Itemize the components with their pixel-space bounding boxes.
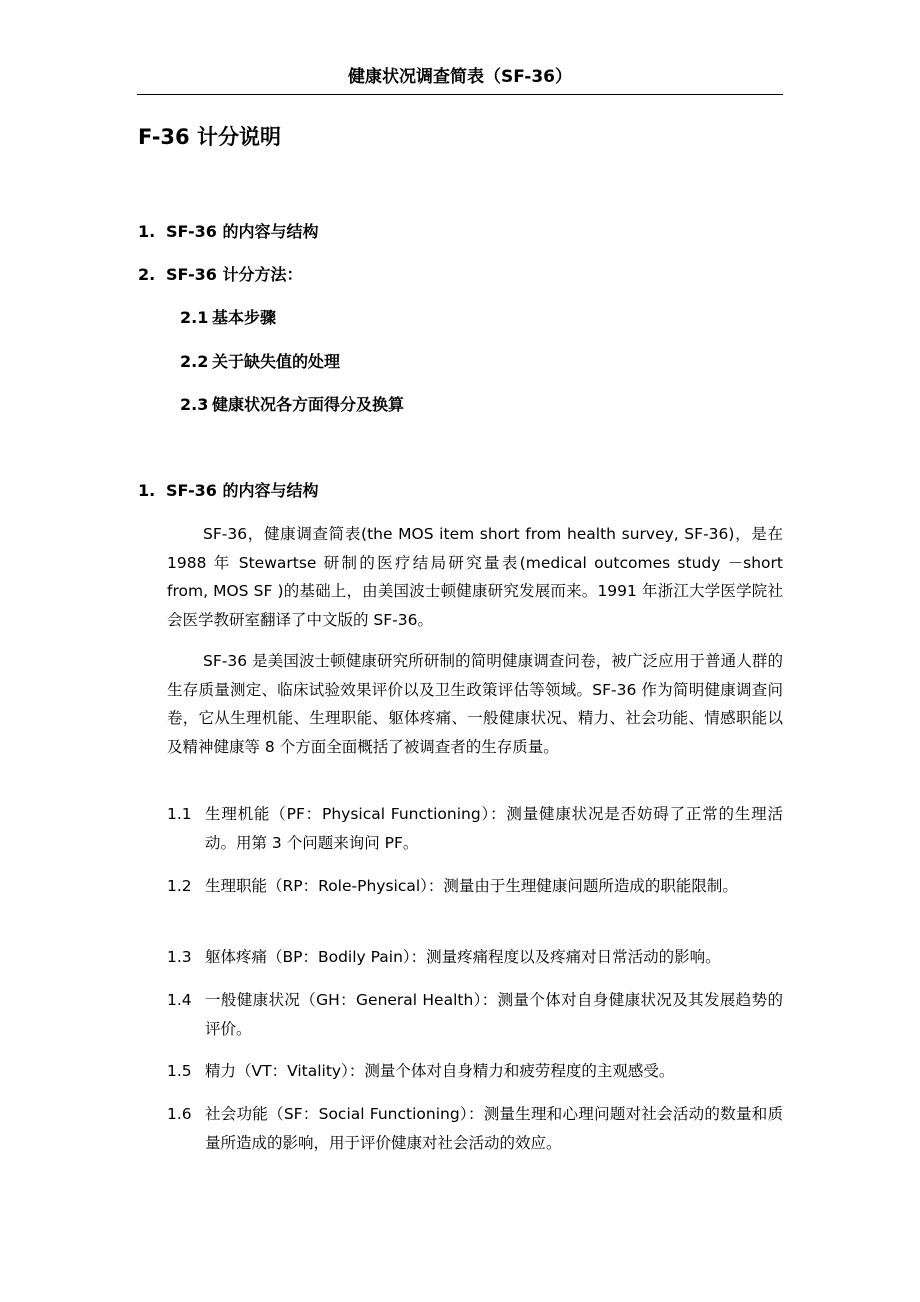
list-number: 1.5 (167, 1062, 192, 1080)
list-number: 1.2 (167, 877, 192, 895)
list-text: 躯体疼痛（BP：Bodily Pain）：测量疼痛程度以及疼痛对日常活动的影响。 (205, 948, 721, 966)
list-number: 1.3 (167, 948, 192, 966)
toc-subitem-2-1 (180, 306, 276, 330)
list-item-pf (167, 800, 783, 857)
toc-number: 1. (138, 222, 156, 241)
toc-item-2 (138, 263, 302, 287)
list-number: 1.6 (167, 1105, 192, 1123)
list-item-vt (167, 1057, 783, 1086)
toc-item-1 (138, 220, 318, 244)
list-number: 1.1 (167, 805, 192, 823)
toc-label: SF-36 计分方法： (166, 265, 303, 284)
toc-subitem-2-3 (180, 393, 404, 417)
section-number: 1. (138, 481, 156, 500)
document-title: F-36 计分说明 (138, 125, 281, 149)
list-text: 一般健康状况（GH：General Health）：测量个体对自身健康状况及其发展趋势的评价。 (205, 991, 783, 1038)
section-heading (138, 479, 318, 503)
toc-subitem-2-2 (180, 350, 340, 374)
toc-number: 2.1 (180, 308, 209, 327)
header-divider (137, 94, 783, 95)
list-item-rp (167, 872, 783, 901)
list-item-sf (167, 1100, 783, 1157)
list-item-bp (167, 943, 783, 972)
page-header: 健康状况调查简表（SF-36） (347, 67, 573, 87)
list-text: 生理机能（PF：Physical Functioning）：测量健康状况是否妨碍了正常的生理活动。用第 3 个问题来询问 PF。 (205, 805, 783, 852)
toc-label: 健康状况各方面得分及换算 (212, 395, 405, 414)
toc-label: 关于缺失值的处理 (212, 352, 341, 371)
toc-number: 2.2 (180, 352, 209, 371)
paragraph-overview: SF-36 是美国波士顿健康研究所研制的简明健康调查问卷，被广泛应用于普通人群的生存质量测定、临床试验效果评价以及卫生政策评估等领域。SF-36 作为简明健康调查问卷，它从生理机能、生理职能、躯体疼痛、一般健康状况、精力、社会功能、情感职能以及精神健康等 8 个方面全面概括了被调查者的生存质量。 (167, 652, 783, 756)
list-text: 精力（VT：Vitality）：测量个体对自身精力和疲劳程度的主观感受。 (205, 1062, 675, 1080)
list-text: 生理职能（RP：Role-Physical）：测量由于生理健康问题所造成的职能限制。 (205, 877, 738, 895)
toc-number: 2.3 (180, 395, 209, 414)
toc-number: 2. (138, 265, 156, 284)
list-text: 社会功能（SF：Social Functioning）：测量生理和心理问题对社会活动的数量和质量所造成的影响，用于评价健康对社会活动的效应。 (205, 1105, 783, 1152)
list-item-gh (167, 986, 783, 1043)
paragraph-intro: SF-36，健康调查简表(the MOS item short from health survey, SF-36)，是在1988 年 Stewartse 研制的医疗结局研究量表(medical outcomes study －short from, MOS SF )的基础上，由美国波士顿健康研究发展而来。1991 年浙江大学医学院社会医学教研室翻译了中文版的 SF-36。 (167, 525, 783, 629)
toc-label: SF-36 的内容与结构 (166, 222, 319, 241)
list-number: 1.4 (167, 991, 192, 1009)
toc-label: 基本步骤 (212, 308, 277, 327)
section-title: SF-36 的内容与结构 (166, 481, 319, 500)
